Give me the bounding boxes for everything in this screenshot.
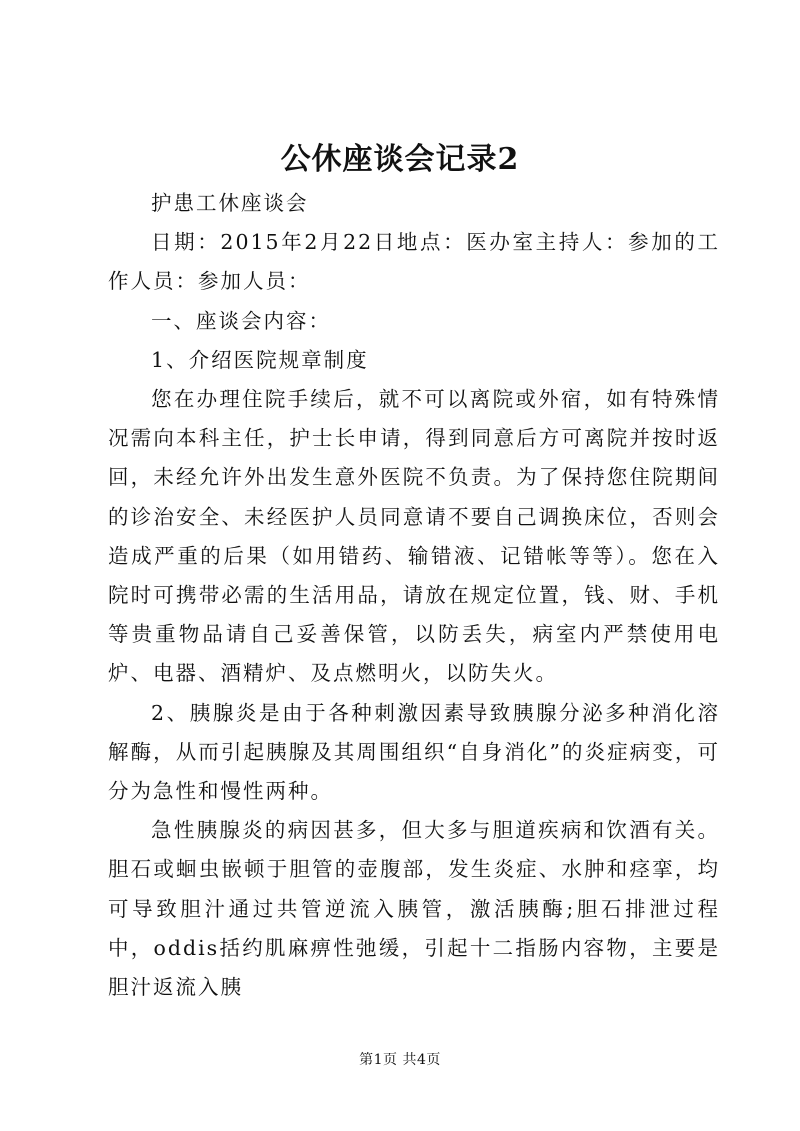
paragraph-meeting-info: 日期：2015年2月22日地点：医办室主持人：参加的工作人员：参加人员： <box>108 230 720 294</box>
paragraph-item-1-heading: 1、介绍医院规章制度 <box>151 347 369 372</box>
document-title: 公休座谈会记录2 <box>280 142 520 177</box>
paragraph-section-heading: 一、座谈会内容： <box>151 308 332 333</box>
page-footer: 第1页 共4页 <box>359 1052 441 1068</box>
paragraph-subtitle: 护患工休座谈会 <box>151 191 309 215</box>
paragraph-acute-pancreatitis: 急性胰腺炎的病因甚多，但大多与胆道疾病和饮酒有关。胆石或蛔虫嵌顿于胆管的壶腹部，发生炎症、水肿和痉挛，均可导致胆汁通过共管逆流入胰管，激活胰酶;胆石排泄过程中，oddis括约肌麻痹性弛缓，引起十二指肠内容物，主要是胆汁返流入胰 <box>108 818 720 1000</box>
paragraph-hospital-rules: 您在办理住院手续后，就不可以离院或外宿，如有特殊情况需向本科主任，护士长申请，得到同意后方可离院并按时返回，未经允许外出发生意外医院不负责。为了保持您住院期间的诊治安全、未经医护人员同意请不要自己调换床位，否则会造成严重的后果（如用错药、输错液、记错帐等等）。您在入院时可携带必需的生活用品，请放在规定位置，钱、财、手机等贵重物品请自己妥善保管，以防丢失，病室内严禁使用电炉、电器、酒精炉、及点燃明火，以防失火。 <box>108 387 720 686</box>
document-body <box>108 184 720 1007</box>
paragraph-pancreatitis-definition: 2、胰腺炎是由于各种刺激因素导致胰腺分泌多种消化溶解酶，从而引起胰腺及其周围组织“自身消化”的炎症病变，可分为急性和慢性两种。 <box>108 700 720 804</box>
